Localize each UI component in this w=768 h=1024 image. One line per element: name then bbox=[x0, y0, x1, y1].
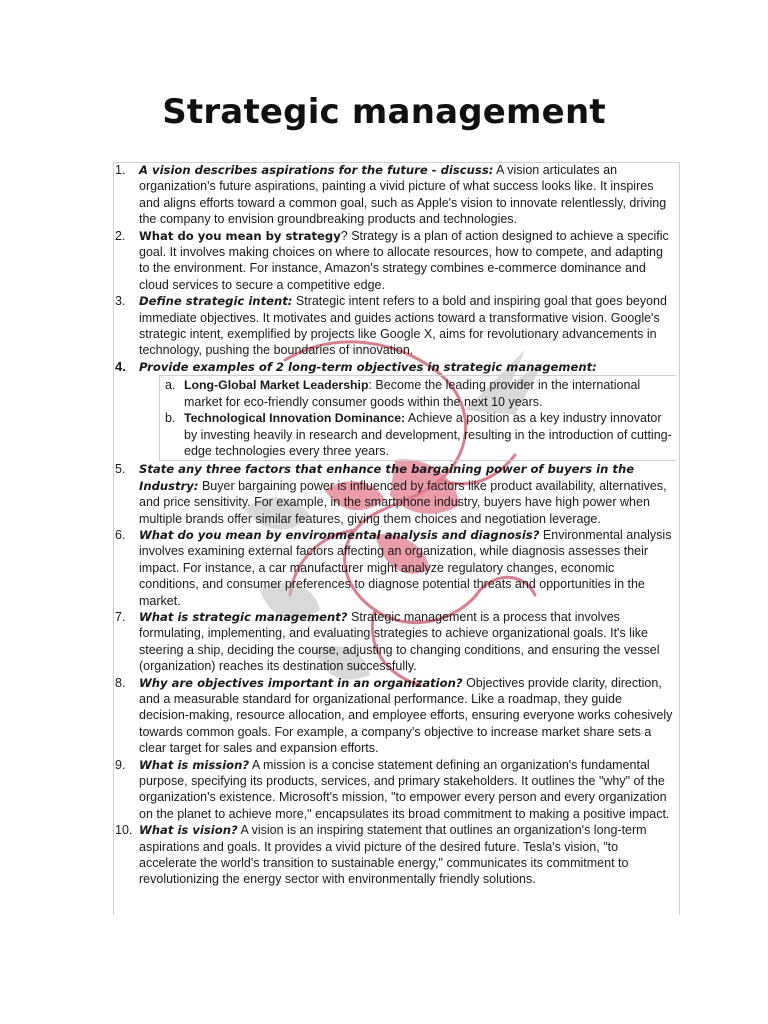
answer-text: ? Strategy is a plan of action designed to achieve a specific goal. It involves making choices on where to allocate resources, how to compete, and adapting to the environment. For instance, Amazon's strategy combines e-commerce dominance and cloud services to secure a competitive edge. bbox=[139, 228, 669, 292]
sub-item bbox=[160, 410, 676, 459]
sub-item-heading: Technological Innovation Dominance: bbox=[184, 411, 406, 426]
question-text: Provide examples of 2 long-term objectives in strategic management: bbox=[139, 359, 597, 374]
list-item bbox=[113, 757, 676, 823]
answer-text: A vision is an inspiring statement that outlines an organization's long-term aspirations and goals. It provides a vivid picture of the desired future. Tesla's vision, "to accelerate the world's transition to sustainable energy," communicates its commitment to revolutionizing the energy sector with environmentally friendly solutions. bbox=[139, 823, 647, 887]
item-number: 10. bbox=[115, 823, 133, 838]
list-item bbox=[113, 527, 676, 609]
sub-item bbox=[160, 377, 676, 410]
list-item bbox=[113, 228, 676, 294]
question-text: Define strategic intent: bbox=[139, 294, 293, 309]
list-item bbox=[113, 675, 676, 757]
question-text: What do you mean by environmental analysis and diagnosis? bbox=[139, 527, 540, 542]
answer-text: A vision articulates an organization's future aspirations, painting a vivid picture of what success looks like. It inspires and aligns efforts toward a common goal, such as Apple's vision to innovate relentlessly, driving the company to envision groundbreaking products and technologies. bbox=[139, 163, 667, 227]
question-text: What do you mean by strategy bbox=[139, 228, 341, 243]
list-item bbox=[113, 461, 676, 527]
question-text: Why are objectives important in an organization? bbox=[139, 675, 463, 690]
list-item bbox=[113, 609, 676, 675]
answer-text: Buyer bargaining power is influenced by factors like product availability, alternatives, and price sensitivity. For example, in the smartphone industry, buyers have high power when multiple brands offer similar features, giving them choices and negotiation leverage. bbox=[139, 478, 667, 526]
item-number: 1. bbox=[115, 163, 126, 177]
sub-item-letter: a. bbox=[165, 378, 176, 393]
sub-item-letter: b. bbox=[165, 411, 176, 426]
qa-list bbox=[113, 162, 676, 888]
answer-text: Strategic management is a process that involves formulating, implementing, and evaluating strategies to achieve organizational goals. It's like steering a ship, deciding the course, adjusting to changing conditions, and ensuring the vessel (organization) reaches its destination successfully. bbox=[139, 609, 660, 674]
sub-item-text: : Become the leading provider in the international market for eco-friendly consumer goods within the next 10 years. bbox=[184, 378, 641, 409]
list-item bbox=[113, 293, 676, 359]
item-number: 7. bbox=[115, 609, 126, 624]
item-number: 9. bbox=[115, 757, 126, 772]
question-text: What is vision? bbox=[139, 823, 238, 838]
item-number: 2. bbox=[115, 228, 126, 243]
question-text: What is mission? bbox=[139, 757, 250, 772]
item-number: 6. bbox=[115, 527, 126, 542]
list-item bbox=[113, 822, 676, 888]
question-text: A vision describes aspirations for the future - discuss: bbox=[139, 163, 494, 177]
sub-item-text: Achieve a position as a key industry innovator by investing heavily in research and development, resulting in the introduction of cutting-edge technologies every three years. bbox=[184, 411, 672, 458]
sub-item-heading: Long-Global Market Leadership bbox=[184, 378, 369, 393]
item-number: 5. bbox=[115, 462, 126, 477]
list-item bbox=[113, 162, 676, 228]
question-text: State any three factors that enhance the bargaining power of buyers in the Industry: bbox=[139, 462, 635, 493]
answer-text: Environmental analysis involves examining external factors affecting an organization, while diagnosis assesses their impact. For instance, a car manufacturer might analyze regulatory changes, economic conditions, and consumer preferences to diagnose potential threats and opportunities in the market. bbox=[139, 527, 672, 608]
item-number: 4. bbox=[115, 358, 126, 374]
page-title: Strategic management bbox=[162, 92, 606, 132]
question-text: What is strategic management? bbox=[139, 609, 348, 624]
sub-list bbox=[159, 375, 676, 461]
answer-text: A mission is a concise statement defining an organization's fundamental purpose, specifying its products, services, and primary stakeholders. It outlines the "why" of the organization's existence. Microsoft's mission, "to empower every person and every organization on the planet to achieve more," encapsulates its broad commitment to making a positive impact. bbox=[139, 757, 670, 821]
list-item bbox=[113, 359, 676, 375]
answer-text: Objectives provide clarity, direction, and a measurable standard for organizational performance. Like a roadmap, they guide decision-making, resource allocation, and employee efforts, ensuring everyone works cohesively towards common goals. For example, a company's objective to increase market share sets a clear target for sales and expansion efforts. bbox=[139, 675, 673, 756]
item-number: 3. bbox=[115, 294, 126, 309]
item-number: 8. bbox=[115, 675, 126, 690]
answer-text: Strategic intent refers to a bold and inspiring goal that goes beyond immediate objectives. It motivates and guides actions toward a transformative vision. Google's strategic intent, exemplified by projects like Google X, aims for revolutionary advancements in technology, pushing the boundaries of innovation. bbox=[139, 294, 667, 358]
